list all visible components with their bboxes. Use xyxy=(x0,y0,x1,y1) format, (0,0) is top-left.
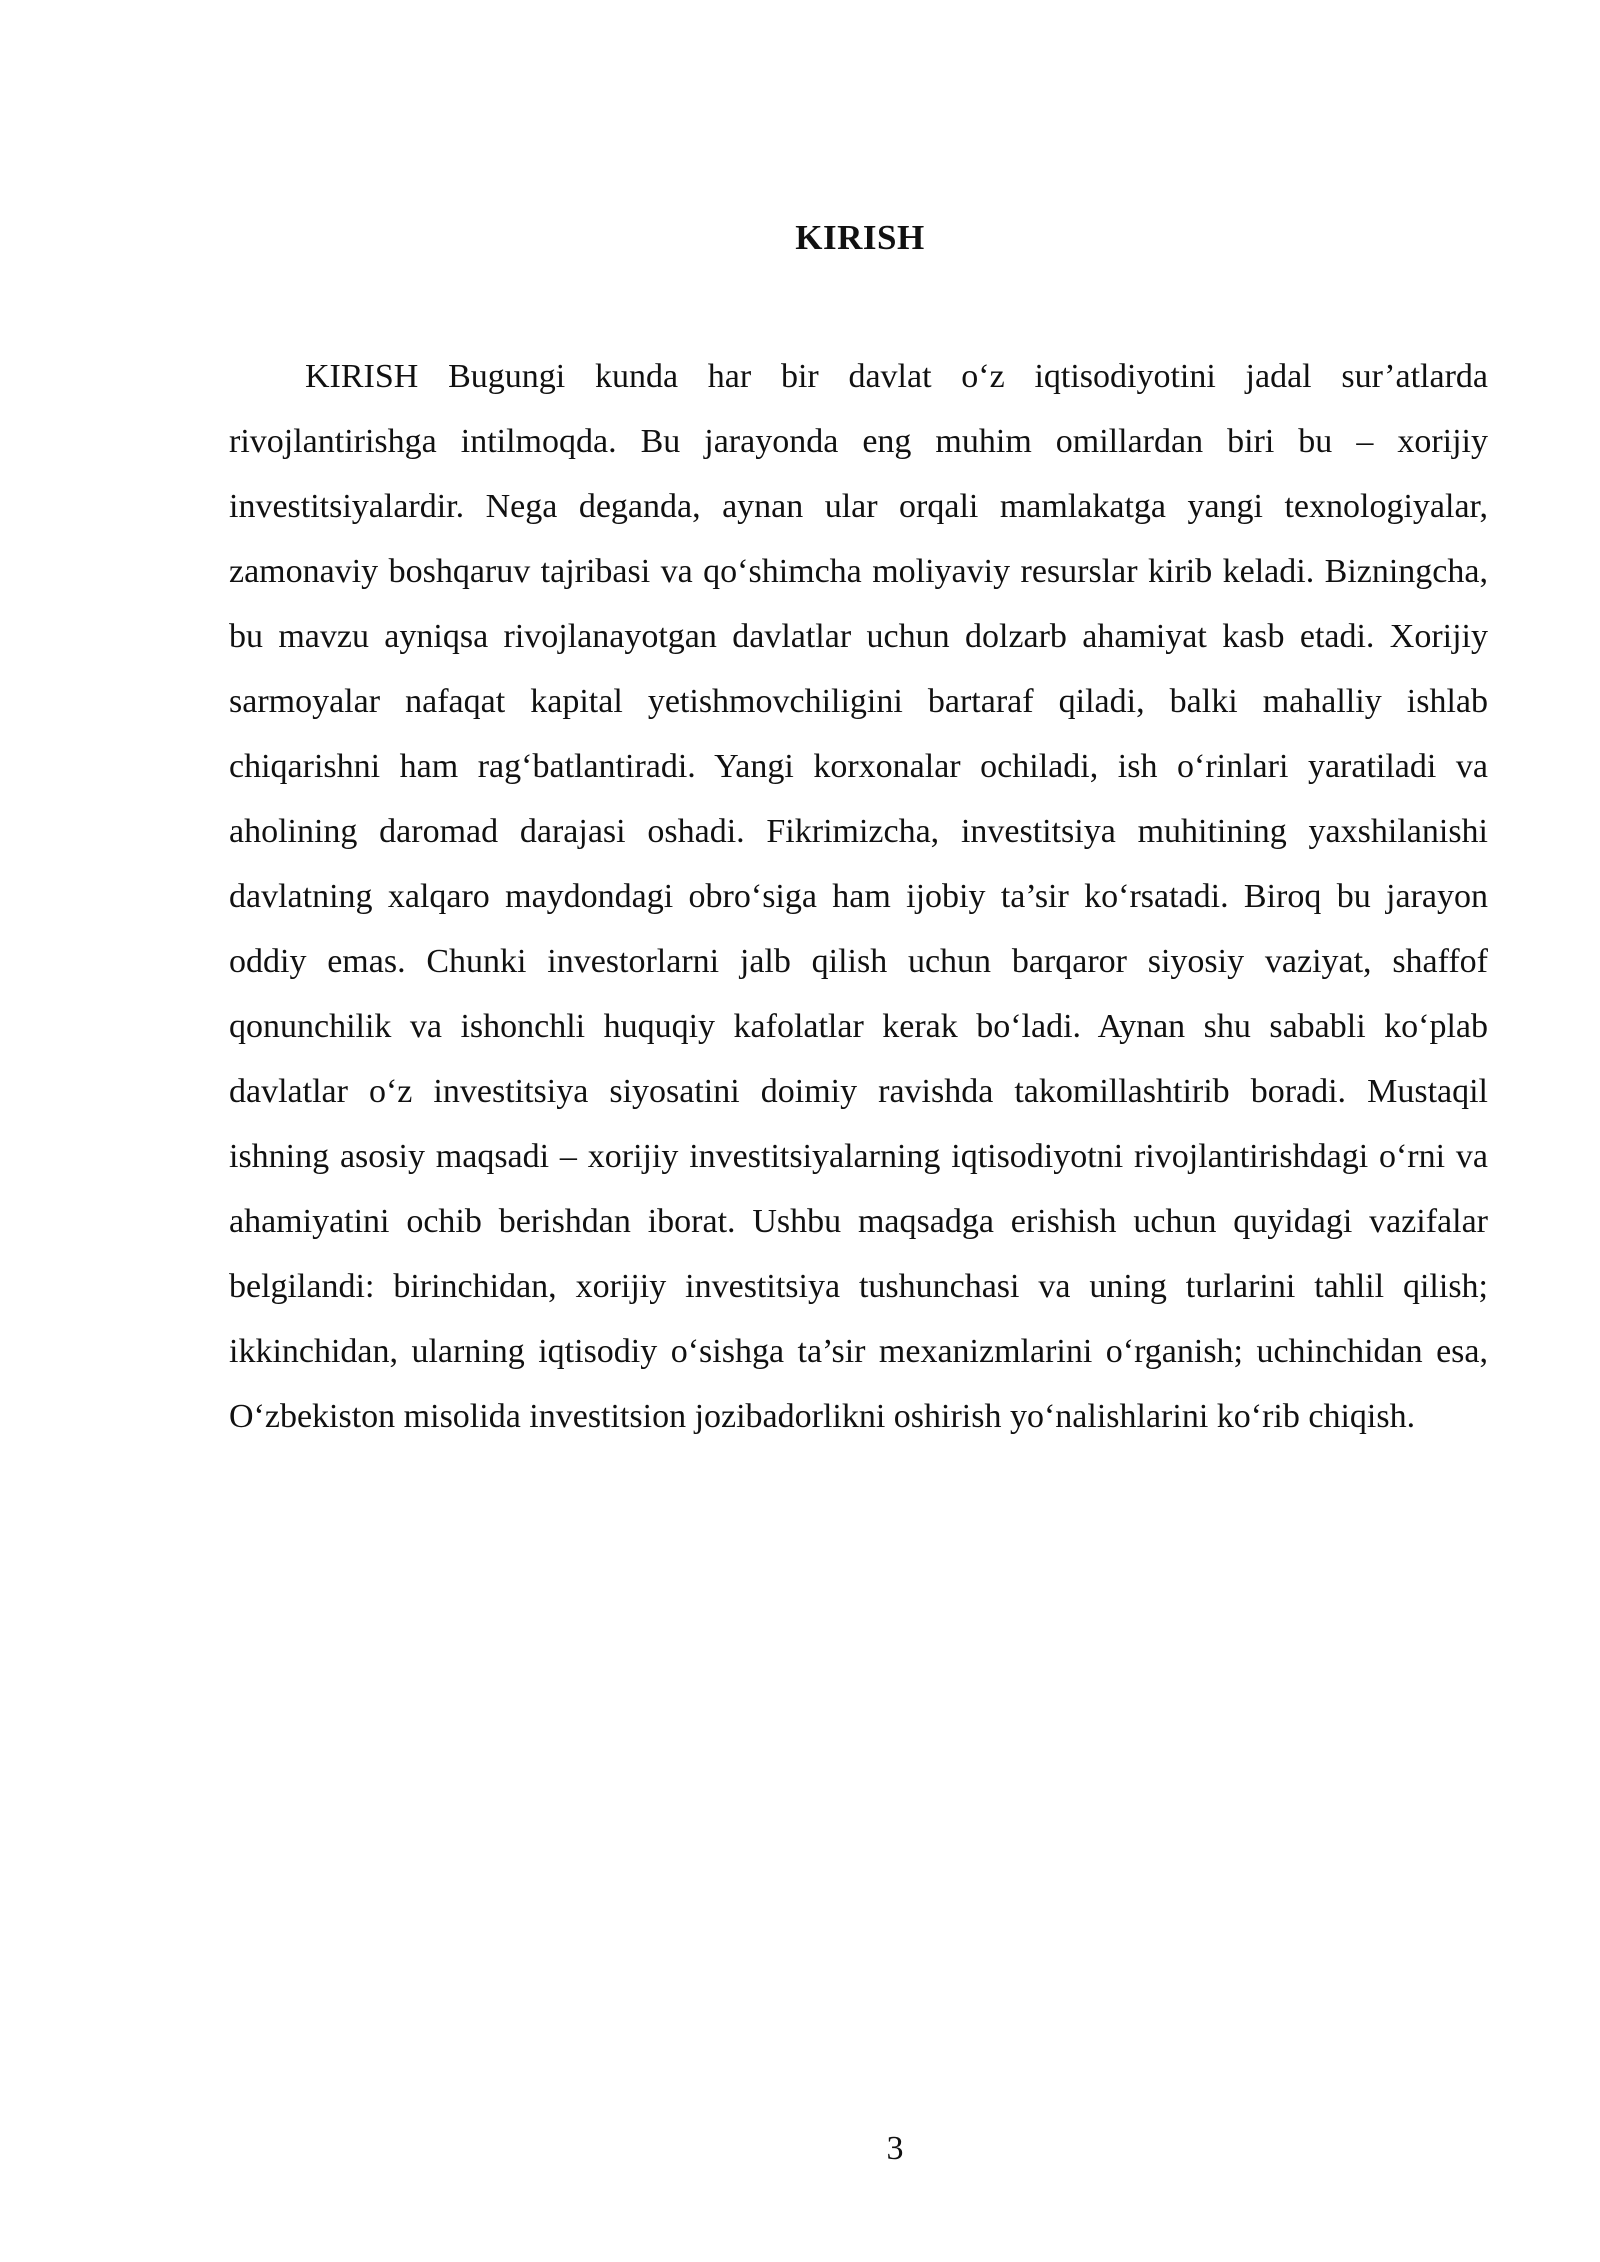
page-number: 3 xyxy=(886,2130,904,2167)
section-heading: KIRISH xyxy=(795,218,925,257)
body-paragraph: KIRISH Bugungi kunda har bir davlat o‘z iqtisodiyotini jadal sur’atlarda rivojlantirishga intilmoqda. Bu jarayonda eng muhim omillardan biri bu – xorijiy investitsiyalardir. Nega deganda, aynan ular orqali mamlakatga yangi texnologiyalar, zamonaviy boshqaruv tajribasi va qo‘shimcha moliyaviy resurslar kirib keladi. Bizningcha, bu mavzu ayniqsa rivojlanayotgan davlatlar uchun dolzarb ahamiyat kasb etadi. Xorijiy sarmoyalar nafaqat kapital yetishmovchiligini bartaraf qiladi, balki mahalliy ishlab chiqarishni ham rag‘batlantiradi. Yangi korxonalar ochiladi, ish o‘rinlari yaratiladi va aholining daromad darajasi oshadi. Fikrimizcha, investitsiya muhitining yaxshilanishi davlatning xalqaro maydondagi obro‘siga ham ijobiy ta’sir ko‘rsatadi. Biroq bu jarayon oddiy emas. Chunki investorlarni jalb qilish uchun barqaror siyosiy vaziyat, shaffof qonunchilik va ishonchli huquqiy kafolatlar kerak bo‘ladi. Aynan shu sababli ko‘plab davlatlar o‘z investitsiya siyosatini doimiy ravishda takomillashtirib boradi. Mustaqil ishning asosiy maqsadi – xorijiy investitsiyalarning iqtisodiyotni rivojlantirishdagi o‘rni va ahamiyatini ochib berishdan iborat. Ushbu maqsadga erishish uchun quyidagi vazifalar belgilandi: birinchidan, xorijiy investitsiya tushunchasi va uning turlarini tahlil qilish; ikkinchidan, ularning iqtisodiy o‘sishga ta’sir mexanizmlarini o‘rganish; uchinchidan esa, O‘zbekiston misolida investitsion jozibadorlikni oshirish yo‘nalishlarini ko‘rib chiqish. xyxy=(229,358,1488,1435)
